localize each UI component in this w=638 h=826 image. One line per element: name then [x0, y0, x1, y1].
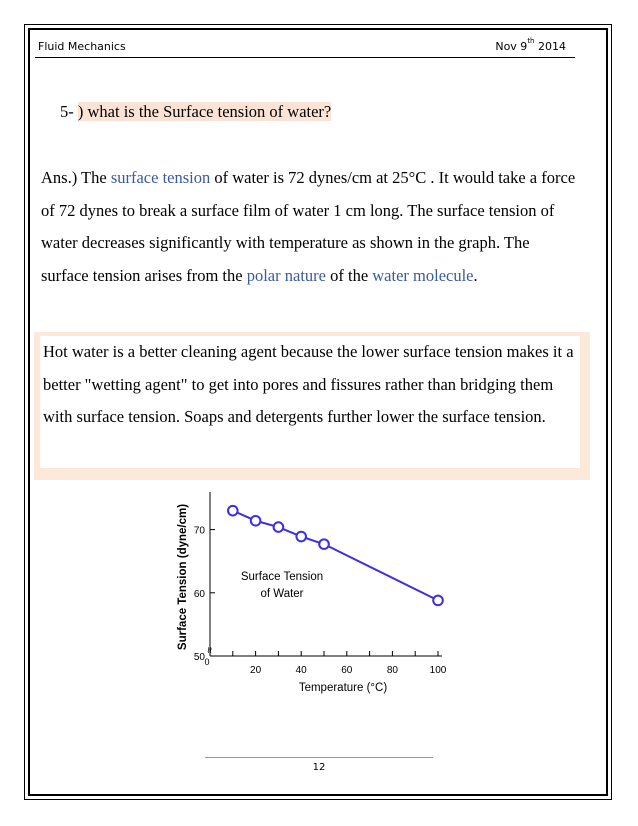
question-text: ) what is the Surface tension of water?	[77, 102, 332, 121]
header-date-sup: th	[527, 37, 535, 45]
x-tick-label: 100	[429, 665, 447, 676]
chart-annotation-line2: of Water	[260, 588, 304, 600]
header-title: Fluid Mechanics	[38, 40, 126, 53]
answer-text-1: Ans.) The	[41, 168, 111, 187]
header-date-prefix: Nov 9	[495, 40, 528, 53]
data-point	[319, 539, 329, 549]
x-tick-label: 40	[295, 665, 307, 676]
y-tick-label: 60	[193, 588, 205, 600]
data-point	[433, 596, 443, 606]
water-molecule-link[interactable]: water molecule	[372, 265, 474, 285]
surface-tension-link[interactable]: surface tension	[110, 168, 211, 187]
question	[60, 102, 331, 122]
y-tick-label: 70	[193, 525, 205, 537]
footer-rule	[205, 757, 433, 758]
data-point	[228, 506, 238, 516]
data-point	[296, 532, 306, 542]
answer-text-2: of water is 72 dynes/cm at 25°C . It would take a force of 72 dynes to break a surface film of water 1 cm long. The surface tension of water decreases significantly with temperature as shown in the graph. The surface tension arises from the	[41, 168, 576, 285]
data-point	[274, 522, 284, 532]
x-tick-label: 60	[341, 665, 353, 676]
page-number: 12	[312, 762, 326, 773]
data-point	[251, 516, 261, 526]
x-tick-label: 20	[250, 665, 262, 676]
question-number: 5-	[60, 102, 78, 121]
surface-tension-chart	[172, 484, 462, 696]
y-axis-label: Surface Tension (dyne/cm)	[177, 503, 189, 651]
answer-text-3: of the	[325, 265, 373, 285]
x-axis-label: Temperature (°C)	[298, 682, 388, 694]
answer-text-4: .	[473, 265, 478, 285]
note-box	[34, 332, 590, 480]
y-tick-label: 50	[193, 652, 205, 663]
polar-nature-link[interactable]: polar nature	[246, 265, 326, 285]
axis-break-mark: ≈	[203, 646, 215, 654]
header-date-suffix: 2014	[534, 40, 566, 53]
answer-paragraph	[41, 162, 581, 292]
header-rule	[35, 57, 575, 58]
note-text: Hot water is a better cleaning agent because the lower surface tension makes it a better "wetting agent" to get into pores and fissures rather than bridging them with surface tension. Soaps and detergents further lower the surface tension.	[43, 342, 574, 426]
chart-annotation-line1: Surface Tension	[240, 571, 324, 583]
note-inner	[40, 336, 580, 468]
x-tick-label: 80	[386, 665, 398, 676]
series-line	[233, 511, 438, 601]
x-tick-label-zero: 0	[204, 657, 210, 667]
header-date	[495, 37, 566, 53]
